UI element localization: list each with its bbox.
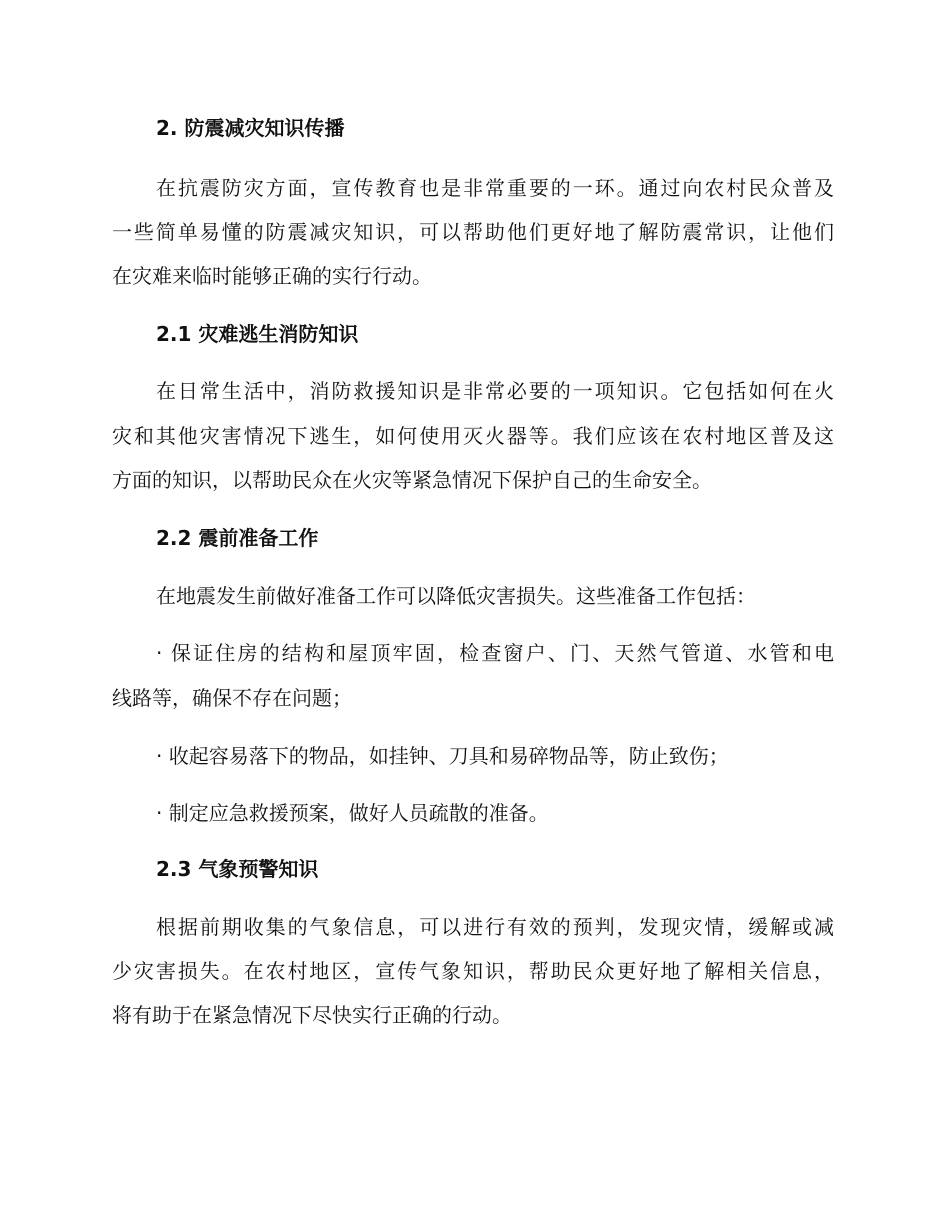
bullet-item-line: · 制定应急救援预案，做好人员疏散的准备。 (156, 801, 549, 825)
paragraph-line: 一些简单易懂的防震减灾知识，可以帮助他们更好地了解防震常识，让他们 (112, 220, 834, 244)
bullet-item-line: 线路等，确保不存在问题； (112, 686, 352, 710)
bullet-item-line: · 收起容易落下的物品，如挂钟、刀具和易碎物品等，防止致伤； (156, 744, 729, 768)
section-heading: 2.1 灾难逃生消防知识 (156, 322, 359, 346)
section-heading: 2.3 气象预警知识 (156, 857, 319, 881)
paragraph-line: 根据前期收集的气象信息，可以进行有效的预判，发现灾情，缓解或减 (156, 915, 834, 939)
paragraph-line: 在灾难来临时能够正确的实行行动。 (112, 264, 432, 288)
paragraph-line: 少灾害损失。在农村地区，宣传气象知识，帮助民众更好地了解相关信息， (112, 959, 834, 983)
section-heading: 2. 防震减灾知识传播 (156, 116, 345, 140)
section-heading: 2.2 震前准备工作 (156, 526, 319, 550)
paragraph-line: 在地震发生前做好准备工作可以降低灾害损失。这些准备工作包括： (156, 584, 756, 608)
paragraph-line: 灾和其他灾害情况下逃生，如何使用灭火器等。我们应该在农村地区普及这 (112, 424, 834, 448)
paragraph-line: 在抗震防灾方面，宣传教育也是非常重要的一环。通过向农村民众普及 (156, 176, 834, 200)
bullet-item-line: · 保证住房的结构和屋顶牢固，检查窗户、门、天然气管道、水管和电 (156, 641, 834, 665)
paragraph-line: 将有助于在紧急情况下尽快实行正确的行动。 (112, 1003, 512, 1027)
paragraph-line: 方面的知识，以帮助民众在火灾等紧急情况下保护自己的生命安全。 (112, 468, 712, 492)
paragraph-line: 在日常生活中，消防救援知识是非常必要的一项知识。它包括如何在火 (156, 379, 834, 403)
